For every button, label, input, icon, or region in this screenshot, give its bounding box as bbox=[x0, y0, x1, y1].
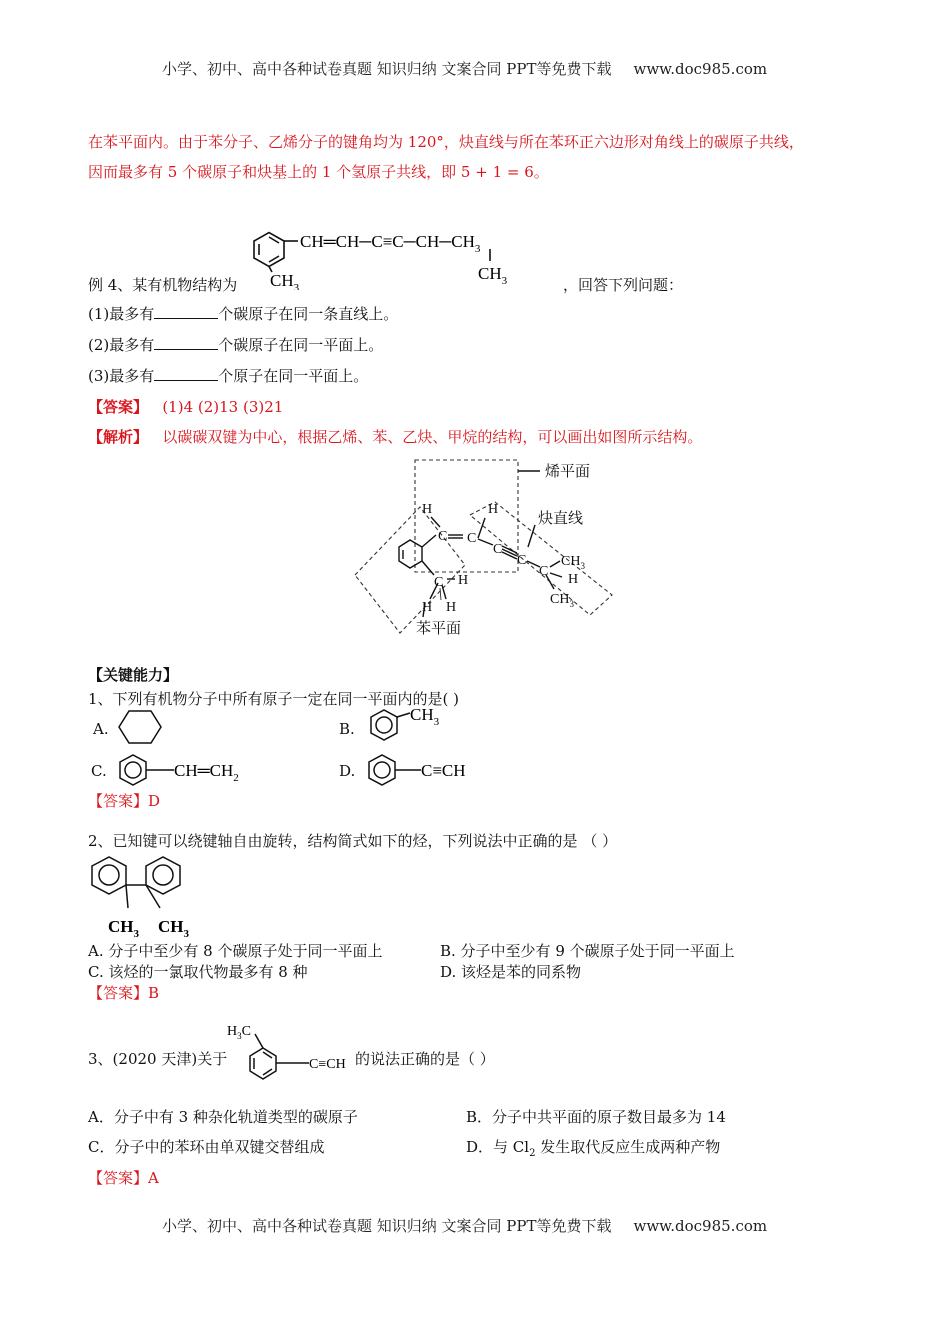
svg-text:H: H bbox=[568, 572, 579, 587]
example4-suffix: ，回答下列问题： bbox=[563, 276, 684, 294]
q1-option-a[interactable]: A. bbox=[93, 720, 109, 738]
q2-option-d[interactable]: D. 该烃是苯的同系物 bbox=[440, 963, 582, 981]
example4-analysis: 【解析】 以碳碳双键为中心，根据乙烯、苯、乙炔、甲烷的结构，可以画出如图所示结构。 bbox=[88, 428, 703, 446]
footer-url[interactable]: www.doc985.com bbox=[633, 1217, 768, 1235]
q3-suffix: 的说法正确的是（ ） bbox=[355, 1050, 495, 1068]
q3-prefix: 3、(2020 天津)关于 bbox=[88, 1050, 228, 1068]
svg-text:H: H bbox=[446, 600, 457, 615]
q2-answer: 【答案】B bbox=[88, 984, 160, 1002]
q1-option-c[interactable]: C. bbox=[91, 762, 107, 780]
q3-option-a[interactable]: A．分子中有 3 种杂化轨道类型的碳原子 bbox=[88, 1108, 358, 1126]
q1-answer: 【答案】D bbox=[88, 792, 161, 810]
dimethylbiphenyl-structure bbox=[86, 852, 216, 942]
header-url[interactable]: www.doc985.com bbox=[633, 60, 768, 78]
svg-text:CH3: $CH_3$ bbox=[410, 705, 440, 728]
q2-option-b[interactable]: B. 分子中至少有 9 个碳原子处于同一平面上 bbox=[440, 942, 735, 960]
svg-text:CH3: $CH_3$ bbox=[108, 917, 139, 940]
cyclohexane-structure bbox=[118, 707, 163, 747]
label-alkyne-line: 炔直线 bbox=[538, 511, 584, 527]
page-header bbox=[162, 58, 767, 79]
svg-text:C: C bbox=[434, 575, 444, 590]
svg-text:C: C bbox=[539, 564, 549, 579]
header-text: 小学、初中、高中各种试卷真题 知识归纳 文案合同 PPT等免费下载 bbox=[162, 60, 612, 78]
intro-line-1: 在苯平面内。由于苯分子、乙烯分子的键角均为 120°，炔直线与所在苯环正六边形对角线上的碳原子共线， bbox=[88, 133, 804, 151]
label-alkene-plane: 烯平面 bbox=[545, 464, 591, 480]
chain-formula: $CH═CH─C\equiv C─CH─CH_3$ bbox=[300, 232, 481, 255]
svg-text:CH═CH2: $CH═CH_2$ bbox=[174, 761, 239, 784]
svg-text:CH3: $CH_3$ bbox=[158, 917, 189, 940]
key-ability-title: 【关键能力】 bbox=[88, 666, 179, 684]
example4-prefix: 例 4、某有机物结构为 bbox=[88, 276, 238, 294]
q3-answer: 【答案】A bbox=[88, 1169, 159, 1187]
branch-methyl: $CH_3$ bbox=[478, 264, 508, 287]
toluene-structure bbox=[362, 705, 472, 747]
svg-text:C: C bbox=[517, 553, 527, 568]
svg-text:H3C: $H_3C$ bbox=[227, 1024, 251, 1041]
q3-option-c[interactable]: C．分子中的苯环由单双键交替组成 bbox=[88, 1138, 325, 1156]
answer-blank[interactable] bbox=[154, 367, 218, 381]
ring-methyl: $CH_3$ bbox=[270, 271, 300, 290]
q1-option-b[interactable]: B. bbox=[339, 720, 355, 738]
q2-option-a[interactable]: A. 分子中至少有 8 个碳原子处于同一平面上 bbox=[88, 942, 383, 960]
footer-text: 小学、初中、高中各种试卷真题 知识归纳 文案合同 PPT等免费下载 bbox=[162, 1217, 612, 1235]
answer-blank[interactable] bbox=[154, 336, 218, 350]
q3-option-b[interactable]: B．分子中共平面的原子数目最多为 14 bbox=[466, 1108, 726, 1126]
diagram-methyl-2: $CH_3$ bbox=[550, 592, 574, 609]
svg-text:H: H bbox=[488, 502, 499, 517]
q2-stem: 2、已知键可以绕键轴自由旋转，结构简式如下的烃，下列说法中正确的是 （ ） bbox=[88, 832, 618, 850]
m-methylphenylacetylene-structure bbox=[225, 1018, 360, 1088]
example4-answer: 【答案】 (1)4 (2)13 (3)21 bbox=[88, 398, 284, 416]
diagram-methyl-1: $CH_3$ bbox=[561, 554, 585, 571]
svg-text:H: H bbox=[458, 573, 469, 588]
q3-option-d[interactable]: D．与 $Cl_2$ 发生取代反应生成两种产物 bbox=[466, 1138, 721, 1159]
svg-text:C≡CH: C≡CH bbox=[309, 1057, 346, 1072]
q2-option-c[interactable]: C. 该烃的一氯取代物最多有 8 种 bbox=[88, 963, 308, 981]
example4-q3: (3)最多有 个原子在同一平面上。 bbox=[88, 367, 369, 385]
answer-blank[interactable] bbox=[154, 305, 218, 319]
label-benzene-plane: 苯平面 bbox=[416, 621, 462, 637]
page-footer bbox=[162, 1215, 767, 1236]
svg-text:C: C bbox=[493, 542, 503, 557]
example4-q1: (1)最多有 个碳原子在同一条直线上。 bbox=[88, 305, 399, 323]
q1-option-d[interactable]: D. bbox=[339, 762, 356, 780]
plane-diagram bbox=[350, 455, 620, 645]
svg-text:C≡CH: C≡CH bbox=[421, 761, 466, 780]
example4-q2: (2)最多有 个碳原子在同一平面上。 bbox=[88, 336, 384, 354]
svg-text:C: C bbox=[438, 529, 448, 544]
svg-text:C: C bbox=[467, 531, 477, 546]
styrene-structure bbox=[116, 750, 266, 790]
example4-structure bbox=[240, 215, 580, 290]
svg-text:H: H bbox=[422, 600, 433, 615]
q1-stem: 1、下列有机物分子中所有原子一定在同一平面内的是( ) bbox=[88, 690, 460, 708]
phenylacetylene-structure bbox=[363, 750, 493, 790]
intro-line-2: 因而最多有 5 个碳原子和炔基上的 1 个氢原子共线，即 5 + 1 = 6。 bbox=[88, 163, 549, 181]
svg-text:H: H bbox=[422, 502, 433, 517]
